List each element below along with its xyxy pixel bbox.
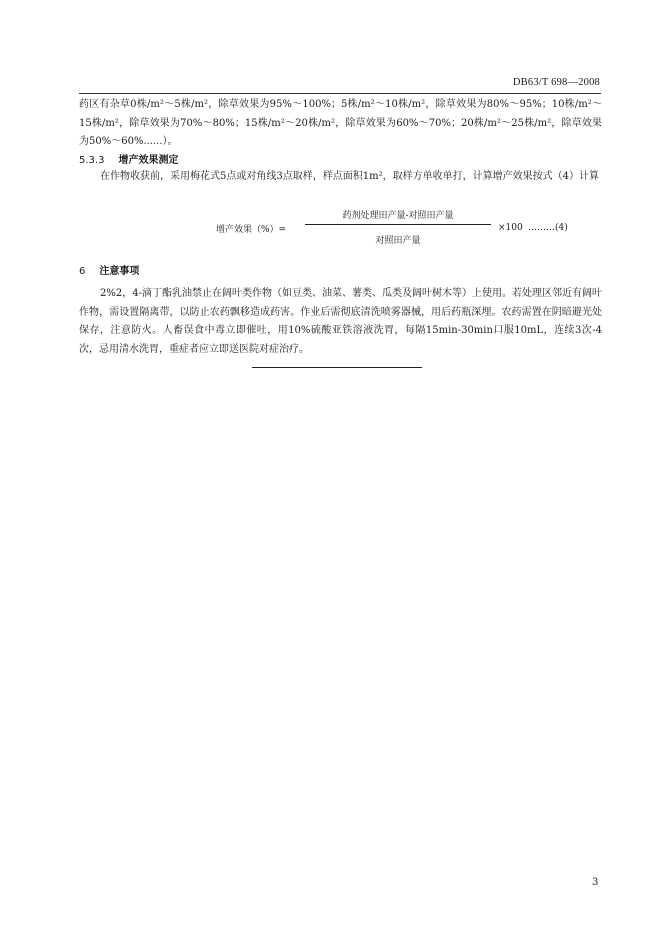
paragraph-weed-control-results: 药区有杂草0株/m²～5株/m²，除草效果为95%～100%；5株/m²～10株/m²，除草效果为80%～95%；10株/m²～15株/m²，除草效果为70%～80%；15株/m²～20株/m²，除草效果为60%～70%；20株/m²～25株/m²，除草效果为50%～60%......）。 — [79, 99, 602, 147]
equation-number: ………(4) — [528, 223, 568, 233]
header-rule — [79, 93, 601, 94]
end-of-document-rule — [252, 367, 422, 368]
paragraph-yield-measurement: 在作物收获前，采用梅花式5点或对角线3点取样，样点面积1m²，取样方单收单打，计算增产效果按式（4）计算 — [100, 171, 599, 182]
page-number: 3 — [592, 877, 599, 888]
section-number: 6 — [79, 266, 86, 277]
section-heading-6 — [79, 262, 139, 277]
section-number: 5.3.3 — [79, 155, 105, 166]
section-heading-5-3-3 — [79, 151, 178, 166]
fraction-bar — [305, 224, 491, 225]
formula-multiplier: ×100 — [498, 223, 523, 233]
formula-lhs: 增产效果（%）= — [216, 225, 287, 235]
formula-numerator: 药剂处理田产量-对照田产量 — [342, 211, 454, 221]
yield-formula — [0, 206, 662, 250]
section-title: 注意事项 — [99, 266, 140, 277]
paragraph-precautions: 2%2，4-滴丁酯乳油禁止在阔叶类作物（如豆类、油菜、薯类、瓜类及阔叶树木等）上使用。若处理区邻近有阔叶作物，需设置隔离带，以防止农药飘移造成药害。作业后需彻底清洗喷雾器械，用后药瓶深埋。农药需置在阴暗避光处保存，注意防火。人畜误食中毒立即催吐，用10%硫酸亚铁溶液洗胃，每隔15min-30min口服10mL，连续3次-4次，忌用清水洗胃，重症者应立即送医院对症治疗。 — [79, 288, 602, 355]
section-title: 增产效果测定 — [118, 155, 179, 166]
document-code: DB63/T 698—2008 — [512, 77, 600, 88]
formula-denominator: 对照田产量 — [375, 236, 421, 246]
